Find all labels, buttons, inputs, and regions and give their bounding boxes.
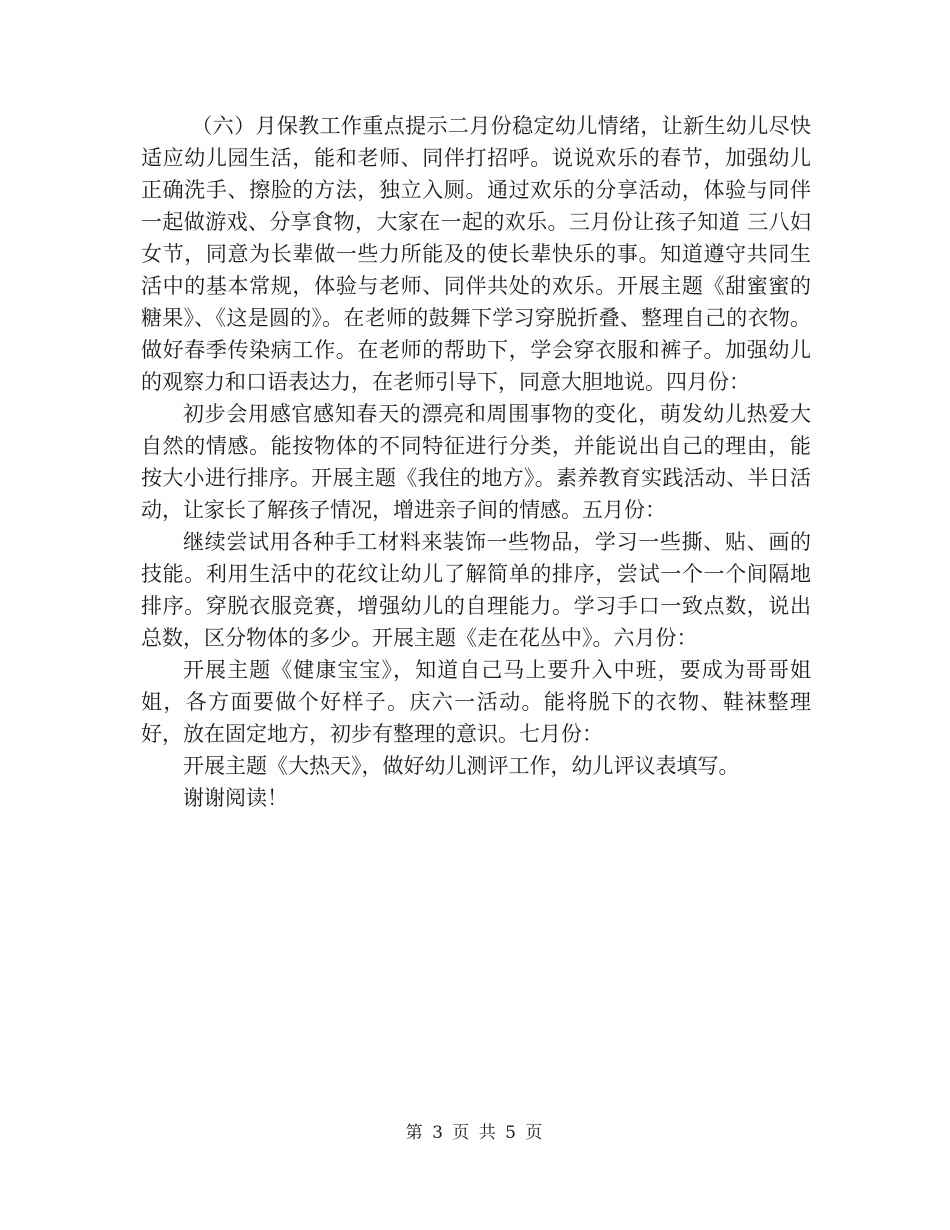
paragraph-july: 开展主题《大热天》，做好幼儿测评工作，幼儿评议表填写。 — [183, 754, 740, 778]
paragraph-april: 初步会用感官感知春天的漂亮和周围事物的变化，萌发幼儿热爱大自然的情感。能按物体的不同特征进行分类，并能说出自己的理由，能按大小进行排序。开展主题《我住的地方》。素养教育实践活动、半日活动，让家长了解孩子情况，增进亲子间的情感。五月份： — [141, 402, 811, 522]
paragraph-may: 继续尝试用各种手工材料来装饰一些物品，学习一些撕、贴、画的技能。利用生活中的花纹让幼儿了解简单的排序，尝试一个一个间隔地排序。穿脱衣服竞赛，增强幼儿的自理能力。学习手口一致点数，说出总数，区分物体的多少。开展主题《走在花丛中》。六月份： — [141, 530, 811, 650]
document-body — [141, 110, 811, 814]
paragraph-monthly-focus: （六）月保教工作重点提示二月份稳定幼儿情绪，让新生幼儿尽快适应幼儿园生活，能和老师、同伴打招呼。说说欢乐的春节，加强幼儿正确洗手、擦脸的方法，独立入厕。通过欢乐的分享活动，体验与同伴一起做游戏、分享食物，大家在一起的欢乐。三月份让孩子知道 三八妇女节，同意为长辈做一些力所能及的使长辈快乐的事。知道遵守共同生活中的基本常规，体验与老师、同伴共处的欢乐。开展主题《甜蜜蜜的糖果》、《这是圆的》。在老师的鼓舞下学习穿脱折叠、整理自己的衣物。做好春季传染病工作。在老师的帮助下，学会穿衣服和裤子。加强幼儿的观察力和口语表达力，在老师引导下，同意大胆地说。四月份： — [141, 114, 811, 394]
page-number-footer: 第 3 页 共 5 页 — [405, 1123, 545, 1143]
paragraph-june: 开展主题《健康宝宝》，知道自己马上要升入中班，要成为哥哥姐姐，各方面要做个好样子。庆六一活动。能将脱下的衣物、鞋袜整理好，放在固定地方，初步有整理的意识。七月份： — [141, 658, 811, 746]
paragraph-thanks: 谢谢阅读！ — [183, 786, 288, 810]
